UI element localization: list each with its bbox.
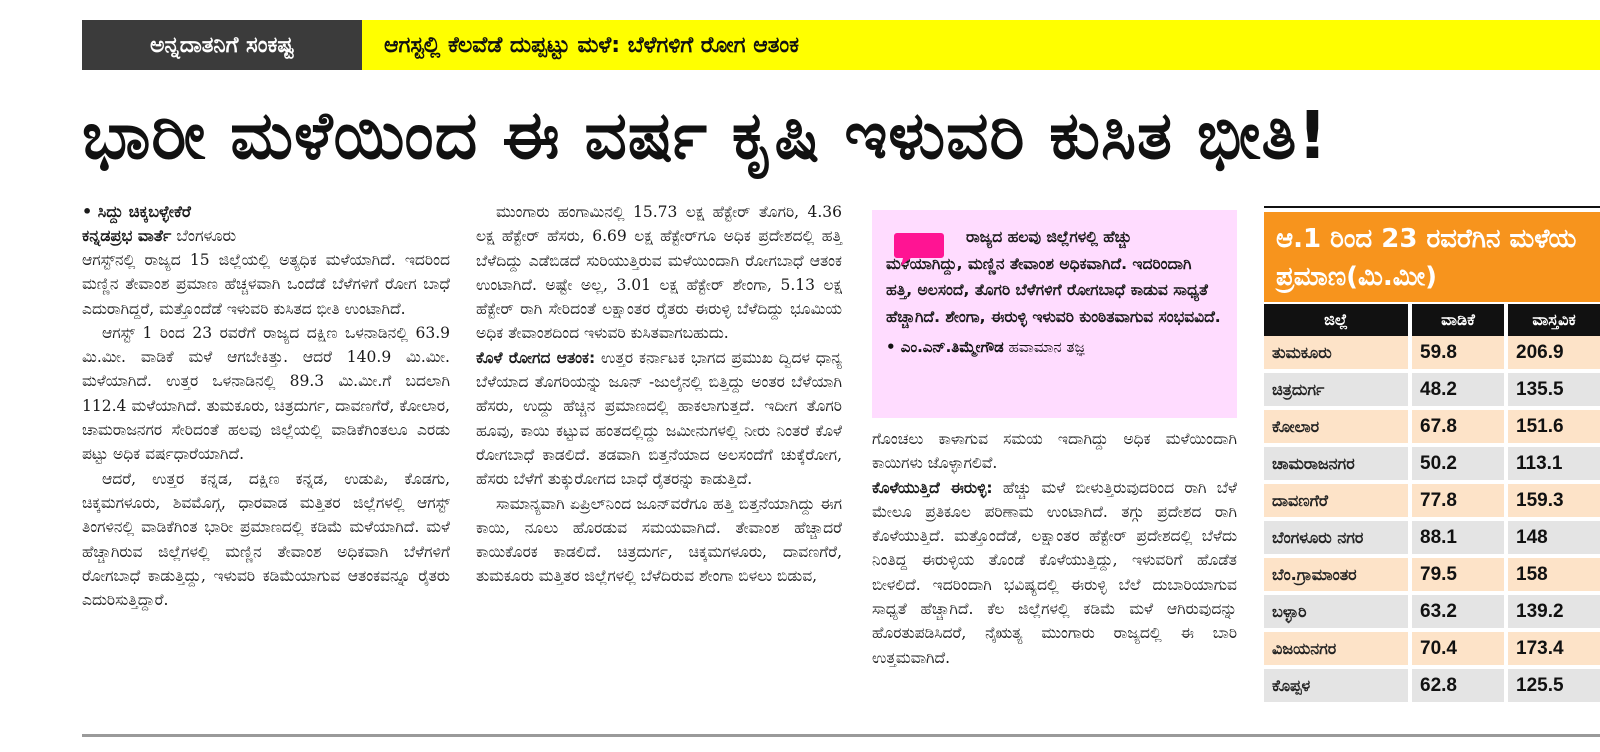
strapline: ಆಗಸ್ಟಲ್ಲಿ ಕೆಲವೆಡೆ ದುಪ್ಪಟ್ಟು ಮಳೆ: ಬೆಳೆಗಳಿಗೆ ರೋಗ ಆತಂಕ xyxy=(362,20,1600,70)
body-paragraph: ಮುಂಗಾರು ಹಂಗಾಮಿನಲ್ಲಿ 15.73 ಲಕ್ಷ ಹೆಕ್ಟೇರ್ ತೊಗರಿ, 4.36 ಲಕ್ಷ ಹೆಕ್ಟೇರ್ ಹೆಸರು, 6.69 ಲಕ್ಷ ಹೆಕ್ಟೇರ್‌ಗೂ ಅಧಿಕ ಪ್ರದೇಶದಲ್ಲಿ ಹತ್ತಿ ಬೆಳೆದಿದ್ದು ಎಡೆಬಿಡದೆ ಸುರಿಯುತ್ತಿರುವ ಮಳೆಯಿಂದಾಗಿ ರೋಗಬಾಧೆ ಆತಂಕ ಉಂಟಾಗಿದೆ. ಅಷ್ಟೇ ಅಲ್ಲ, 3.01 ಲಕ್ಷ ಹೆಕ್ಟೇರ್ ಶೇಂಗಾ, 5.13 ಲಕ್ಷ ಹೆಕ್ಟೇರ್ ರಾಗಿ ಸೇರಿದಂತೆ ಲಕ್ಷಾಂತರ ರೈತರು ಈರುಳ್ಳಿ ಬೆಳೆದಿದ್ದು ಭೂಮಿಯ ಅಧಿಕ ತೇವಾಂಶದಿಂದ ಇಳುವರಿ ಕುಸಿತವಾಗಬಹುದು. xyxy=(476,203,842,343)
agency-name: ಕನ್ನಡಪ್ರಭ ವಾರ್ತೆ xyxy=(82,226,172,245)
crosshead-body: ಉತ್ತರ ಕರ್ನಾಟಕ ಭಾಗದ ಪ್ರಮುಖ ದ್ವಿದಳ ಧಾನ್ಯ ಬೆಳೆಯಾದ ತೊಗರಿಯನ್ನು ಜೂನ್ -ಜುಲೈನಲ್ಲಿ ಬಿತ್ತಿದ್ದು ಅಂತರ ಬೆಳೆಯಾಗಿ ಹೆಸರು, ಉದ್ದು ಹೆಚ್ಚಿನ ಪ್ರಮಾಣದಲ್ಲಿ ಹಾಕಲಾಗುತ್ತದೆ. ಇದೀಗ ತೊಗರಿ ಹೂವು, ಕಾಯಿ ಕಟ್ಟುವ ಹಂತದಲ್ಲಿದ್ದು ಜಮೀನುಗಳಲ್ಲಿ ನೀರು ನಿಂತರೆ ಕೊಳೆ ರೋಗಬಾಧೆ ಕಾಡಲಿದೆ. ತಡವಾಗಿ ಬಿತ್ತನೆಯಾದ ಅಲಸಂದೆಗೆ ಚುಕ್ಕೆರೋಗ, ಹೆಸರು ಬೆಳೆಗೆ ತುಕ್ಕುರೋಗದ ಬಾಧೆ ರೈತರನ್ನು ಕಾಡುತ್ತಿದೆ. xyxy=(476,348,842,489)
dateline-place: ಬೆಂಗಳೂರು xyxy=(176,226,237,245)
cell-district: ಕೊಪ್ಪಳ xyxy=(1264,667,1410,704)
cell-district: ವಿಜಯನಗರ xyxy=(1264,630,1410,667)
quote-role: ಹವಾಮಾನ ತಜ್ಞ xyxy=(1008,338,1085,357)
cell-district: ತುಮಕೂರು xyxy=(1264,336,1410,371)
table-row xyxy=(1264,519,1600,556)
cell-actual: 159.3 xyxy=(1506,482,1600,519)
byline-author: • ಸಿದ್ದು ಚಿಕ್ಕಬಳ್ಳೇಕೆರೆ xyxy=(82,202,191,221)
cell-normal: 67.8 xyxy=(1410,408,1506,445)
table-row xyxy=(1264,371,1600,408)
cell-normal: 88.1 xyxy=(1410,519,1506,556)
cell-district: ಬೆಂಗಳೂರು ನಗರ xyxy=(1264,519,1410,556)
table-row xyxy=(1264,336,1600,371)
table-row xyxy=(1264,667,1600,704)
table-row xyxy=(1264,630,1600,667)
cell-district: ಚಾಮರಾಜನಗರ xyxy=(1264,445,1410,482)
quote-attribution xyxy=(886,334,1223,360)
cell-normal: 50.2 xyxy=(1410,445,1506,482)
crosshead: ಕೊಳೆಯುತ್ತಿದೆ ಈರುಳ್ಳಿ: xyxy=(872,478,993,497)
bottom-rule xyxy=(82,734,1600,737)
cell-district: ಬೆಂ.ಗ್ರಾಮಾಂತರ xyxy=(1264,556,1410,593)
cell-normal: 59.8 xyxy=(1410,336,1506,371)
cell-actual: 113.1 xyxy=(1506,445,1600,482)
cell-normal: 48.2 xyxy=(1410,371,1506,408)
cell-actual: 173.4 xyxy=(1506,630,1600,667)
cell-actual: 158 xyxy=(1506,556,1600,593)
section-label: ಅನ್ನದಾತನಿಗೆ ಸಂಕಷ್ಟ xyxy=(82,20,362,70)
body-paragraph: ಆಗಸ್ಟ್ 1 ರಿಂದ 23 ರವರೆಗೆ ರಾಜ್ಯದ ದಕ್ಷಿಣ ಒಳನಾಡಿನಲ್ಲಿ 63.9 ಮಿ.ಮೀ. ವಾಡಿಕೆ ಮಳೆ ಆಗಬೇಕಿತ್ತು. ಆದರೆ 140.9 ಮಿ.ಮೀ. ಮಳೆಯಾಗಿದೆ. ಉತ್ತರ ಒಳನಾಡಿನಲ್ಲಿ 89.3 ಮಿ.ಮೀ.ಗೆ ಬದಲಾಗಿ 112.4 ಮಳೆಯಾಗಿದೆ. ತುಮಕೂರು, ಚಿತ್ರದುರ್ಗ, ದಾವಣಗೆರೆ, ಕೋಲಾರ, ಚಾಮರಾಜನಗರ ಸೇರಿದಂತೆ ಹಲವು ಜಿಲ್ಲೆಯಲ್ಲಿ ವಾಡಿಕೆಗಿಂತಲೂ ಎರಡು ಪಟ್ಟು ಅಧಿಕ ವರ್ಷಧಾರೆಯಾಗಿದೆ. xyxy=(82,323,450,464)
table-row xyxy=(1264,445,1600,482)
crosshead: ಕೊಳೆ ರೋಗದ ಆತಂಕ: xyxy=(476,348,596,367)
body-paragraph: ಆಗಸ್ಟ್‌ನಲ್ಲಿ ರಾಜ್ಯದ 15 ಜಿಲ್ಲೆಯಲ್ಲಿ ಅತ್ಯಧಿಕ ಮಳೆಯಾಗಿದೆ. ಇದರಿಂದ ಮಣ್ಣಿನ ತೇವಾಂಶ ಪ್ರಮಾಣ ಹೆಚ್ಚಳವಾಗಿ ಒಂದೆಡೆ ಬೆಳೆಗಳಿಗೆ ರೋಗ ಬಾಧೆ ಎದುರಾಗಿದ್ದರೆ, ಮತ್ತೊಂದೆಡೆ ಇಳುವರಿ ಕುಸಿತದ ಭೀತಿ ಉಂಟಾಗಿದೆ. xyxy=(82,251,450,318)
article-column-2 xyxy=(476,200,842,589)
cell-actual: 151.6 xyxy=(1506,408,1600,445)
table-row xyxy=(1264,593,1600,630)
cell-district: ಬಳ್ಳಾರಿ xyxy=(1264,593,1410,630)
cell-normal: 62.8 xyxy=(1410,667,1506,704)
table-row xyxy=(1264,556,1600,593)
cell-normal: 70.4 xyxy=(1410,630,1506,667)
body-paragraph: ಆದರೆ, ಉತ್ತರ ಕನ್ನಡ, ದಕ್ಷಿಣ ಕನ್ನಡ, ಉಡುಪಿ, ಕೊಡಗು, ಚಿಕ್ಕಮಗಳೂರು, ಶಿವಮೊಗ್ಗ, ಧಾರವಾಡ ಮತ್ತಿತರ ಜಿಲ್ಲೆಗಳಲ್ಲಿ ಆಗಸ್ಟ್ ತಿಂಗಳಿನಲ್ಲಿ ವಾಡಿಕೆಗಿಂತ ಭಾರೀ ಪ್ರಮಾಣದಲ್ಲಿ ಕಡಿಮೆ ಮಳೆಯಾಗಿದೆ. ಮಳೆ ಹೆಚ್ಚಾಗಿರುವ ಜಿಲ್ಲೆಗಳಲ್ಲಿ ಮಣ್ಣಿನ ತೇವಾಂಶ ಅಧಿಕವಾಗಿ ಬೆಳೆಗಳಿಗೆ ರೋಗಬಾಧೆ ಕಾಡುತ್ತಿದ್ದು, ಇಳುವರಿ ಕಡಿಮೆಯಾಗುವ ಆತಂಕವನ್ನೂ ರೈತರು ಎದುರಿಸುತ್ತಿದ್ದಾರೆ. xyxy=(82,469,450,610)
body-paragraph: ಸಾಮಾನ್ಯವಾಗಿ ಏಪ್ರಿಲ್‌ನಿಂದ ಜೂನ್‌ವರೆಗೂ ಹತ್ತಿ ಬಿತ್ತನೆಯಾಗಿದ್ದು ಈಗ ಕಾಯಿ, ನೂಲು ಹೊರಡುವ ಸಮಯವಾಗಿದೆ. ತೇವಾಂಶ ಹೆಚ್ಚಾದರೆ ಕಾಯಿಕೊರಕ ಕಾಡಲಿದೆ. ಚಿತ್ರದುರ್ಗ, ಚಿಕ್ಕಮಗಳೂರು, ದಾವಣಗೆರೆ, ತುಮಕೂರು ಮತ್ತಿತರ ಜಿಲ್ಲೆಗಳಲ್ಲಿ ಬೆಳೆದಿರುವ ಶೇಂಗಾ ಬಿಳಲು ಬಿಡುವ, xyxy=(476,494,842,586)
cell-normal: 77.8 xyxy=(1410,482,1506,519)
table-top-rule xyxy=(1264,206,1600,208)
cell-actual: 135.5 xyxy=(1506,371,1600,408)
quote-rest: ಮಳೆಯಾಗಿದ್ದು, ಮಣ್ಣಿನ ತೇವಾಂಶ ಅಧಿಕವಾಗಿದೆ. ಇದರಿಂದಾಗಿ ಹತ್ತಿ, ಅಲಸಂದೆ, ತೊಗರಿ ಬೆಳೆಗಳಿಗೆ ರೋಗಬಾಧೆ ಕಾಡುವ ಸಾಧ್ಯತೆ ಹೆಚ್ಚಾಗಿದೆ. ಶೇಂಗಾ, ಈರುಳ್ಳಿ ಇಳುವರಿ ಕುಂಠಿತವಾಗುವ ಸಂಭವವಿದೆ. xyxy=(886,254,1221,326)
article-column-1 xyxy=(82,200,450,612)
body-paragraph: ಗೊಂಚಲು ಕಾಳಾಗುವ ಸಮಯ ಇದಾಗಿದ್ದು ಅಧಿಕ ಮಳೆಯಿಂದಾಗಿ ಕಾಯಿಗಳು ಜೊಳ್ಳಾಗಲಿವೆ. xyxy=(872,430,1237,473)
cell-actual: 148 xyxy=(1506,519,1600,556)
rain-table-title: ಆ.1 ರಿಂದ 23 ರವರೆಗಿನ ಮಳೆಯ ಪ್ರಮಾಣ(ಮಿ.ಮೀ) xyxy=(1264,212,1600,302)
body-paragraph xyxy=(872,476,1237,670)
crosshead-body: ಹೆಚ್ಚು ಮಳೆ ಬೀಳುತ್ತಿರುವುದರಿಂದ ರಾಗಿ ಬೆಳೆ ಮೇಲೂ ಪ್ರತಿಕೂಲ ಪರಿಣಾಮ ಉಂಟಾಗಿದೆ. ತಗ್ಗು ಪ್ರದೇಶದ ರಾಗಿ ಕೊಳೆಯುತ್ತಿದೆ. ಮತ್ತೊಂದೆಡೆ, ಲಕ್ಷಾಂತರ ಹೆಕ್ಟೇರ್ ಪ್ರದೇಶದಲ್ಲಿ ಬೆಳೆದು ನಿಂತಿದ್ದ ಈರುಳ್ಳಿಯ ತೊಂಡೆ ಕೊಳೆಯುತ್ತಿದ್ದು, ಇಳುವರಿಗೆ ಹೊಡೆತ ಬೀಳಲಿದೆ. ಇದರಿಂದಾಗಿ ಭವಿಷ್ಯದಲ್ಲಿ ಈರುಳ್ಳಿ ಬೆಲೆ ದುಬಾರಿಯಾಗುವ ಸಾಧ್ಯತೆ ಹೆಚ್ಚಾಗಿದೆ. ಕೆಲ ಜಿಲ್ಲೆಗಳಲ್ಲಿ ಕಡಿಮೆ ಮಳೆ ಆಗಿರುವುದನ್ನು ಹೊರತುಪಡಿಸಿದರೆ, ನೈಋತ್ಯ ಮುಂಗಾರು ರಾಜ್ಯದಲ್ಲಿ ಈ ಬಾರಿ ಉತ್ತಮವಾಗಿದೆ. xyxy=(872,478,1238,667)
header-district: ಜಿಲ್ಲೆ xyxy=(1264,304,1410,336)
cell-actual: 206.9 xyxy=(1506,336,1600,371)
quote-lead: ರಾಜ್ಯದ ಹಲವು ಜಿಲ್ಲೆಗಳಲ್ಲಿ ಹೆಚ್ಚು xyxy=(966,228,1132,246)
cell-district: ಚಿತ್ರದುರ್ಗ xyxy=(1264,371,1410,408)
cell-district: ದಾವಣಗೆರೆ xyxy=(1264,482,1410,519)
cell-normal: 79.5 xyxy=(1410,556,1506,593)
quote-author: • ಎಂ.ಎನ್.ತಿಮ್ಮೇಗೌಡ xyxy=(886,338,1004,357)
table-row xyxy=(1264,482,1600,519)
header-actual: ವಾಸ್ತವಿಕ xyxy=(1506,304,1600,336)
cell-actual: 125.5 xyxy=(1506,667,1600,704)
cell-district: ಕೋಲಾರ xyxy=(1264,408,1410,445)
header-normal: ವಾಡಿಕೆ xyxy=(1410,304,1506,336)
byline-agency xyxy=(82,224,450,248)
body-paragraph xyxy=(476,346,842,492)
page-headline: ಭಾರೀ ಮಳೆಯಿಂದ ಈ ವರ್ಷ ಕೃಷಿ ಇಳುವರಿ ಕುಸಿತ ಭೀತಿ! xyxy=(82,97,1329,174)
cell-normal: 63.2 xyxy=(1410,593,1506,630)
rain-table xyxy=(1264,304,1600,706)
table-header-row xyxy=(1264,304,1600,336)
article-column-3 xyxy=(872,427,1237,670)
speech-bubble-icon xyxy=(893,231,945,267)
table-row xyxy=(1264,408,1600,445)
cell-actual: 139.2 xyxy=(1506,593,1600,630)
